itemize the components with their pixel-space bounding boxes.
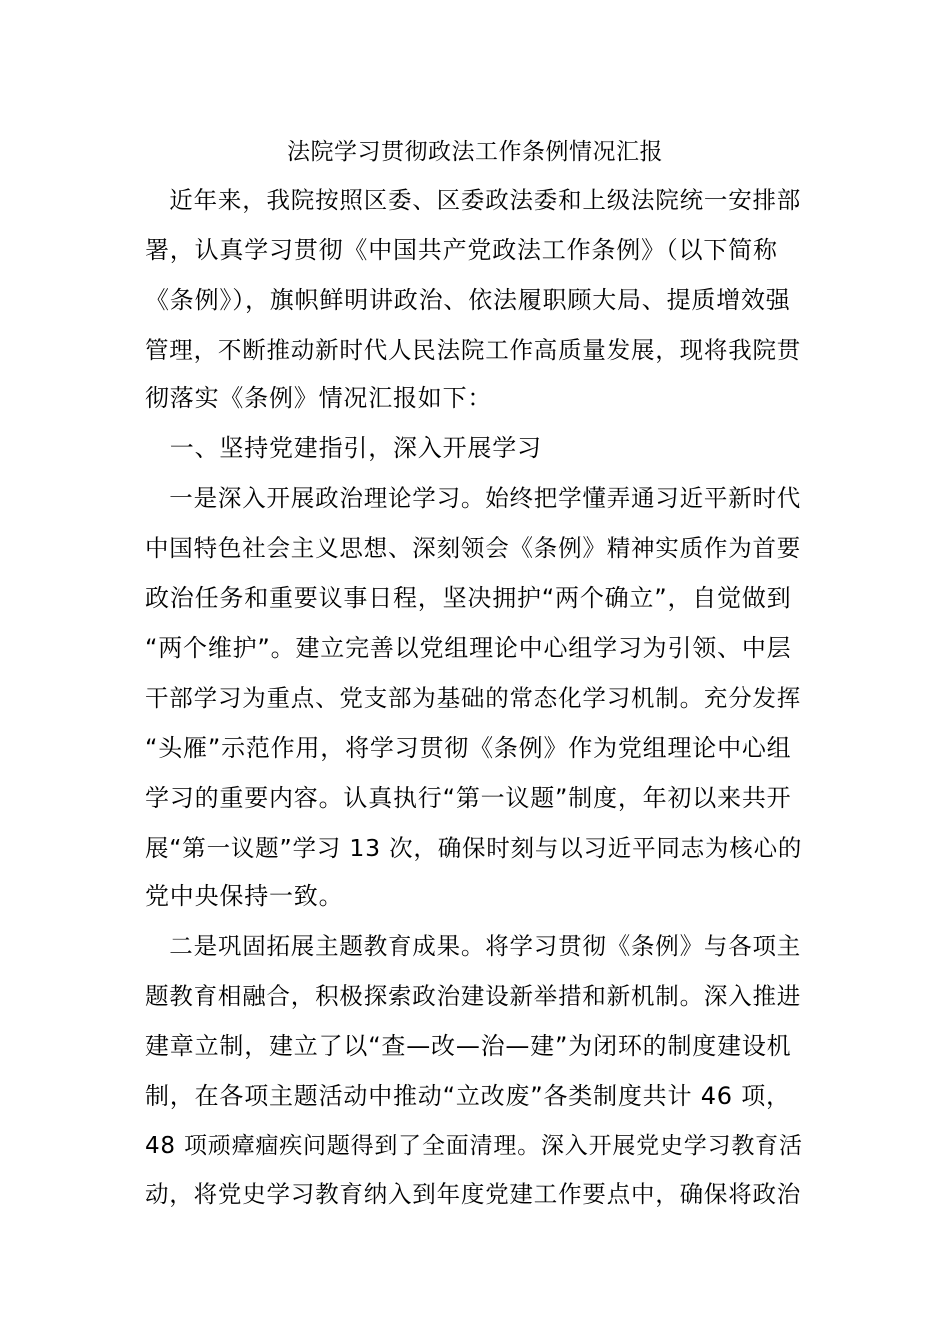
body-line: 一是深入开展政治理论学习。始终把学懂弄通习近平新时代 — [145, 484, 802, 512]
body-line: 干部学习为重点、党支部为基础的常态化学习机制。充分发挥 — [145, 684, 802, 712]
document-title: 法院学习贯彻政法工作条例情况汇报 — [287, 139, 663, 165]
body-line: 近年来，我院按照区委、区委政法委和上级法院统一安排部 — [145, 186, 802, 214]
body-line: 制，在各项主题活动中推动“立改废”各类制度共计 46 项， — [145, 1082, 791, 1110]
body-line: 《条例》），旗帜鲜明讲政治、依法履职顾大局、提质增效强 — [145, 286, 791, 314]
body-line: “头雁”示范作用，将学习贯彻《条例》作为党组理论中心组 — [145, 734, 792, 762]
body-line: 管理，不断推动新时代人民法院工作高质量发展，现将我院贯 — [145, 336, 802, 364]
body-line: 展“第一议题”学习 13 次，确保时刻与以习近平同志为核心的 — [145, 834, 803, 862]
body-line: 建章立制，建立了以“查—改—治—建”为闭环的制度建设机 — [145, 1032, 792, 1060]
body-line: 二是巩固拓展主题教育成果。将学习贯彻《条例》与各项主 — [145, 932, 802, 960]
body-line: 48 项顽瘴痼疾问题得到了全面清理。深入开展党史学习教育活 — [145, 1133, 803, 1159]
body-line: 党中央保持一致。 — [145, 882, 344, 910]
body-line: 题教育相融合，积极探索政治建设新举措和新机制。深入推进 — [145, 982, 802, 1010]
body-line: 一、坚持党建指引，深入开展学习 — [145, 434, 542, 462]
body-line: 学习的重要内容。认真执行“第一议题”制度，年初以来共开 — [145, 784, 792, 812]
body-line: “两个维护”。建立完善以党组理论中心组学习为引领、中层 — [145, 634, 792, 662]
body-line: 动，将党史学习教育纳入到年度党建工作要点中，确保将政治 — [145, 1180, 802, 1208]
body-line: 中国特色社会主义思想、深刻领会《条例》精神实质作为首要 — [145, 534, 802, 562]
body-line: 署，认真学习贯彻《中国共产党政法工作条例》（以下简称 — [145, 236, 778, 264]
body-line: 彻落实《条例》情况汇报如下： — [145, 384, 493, 412]
body-line: 政治任务和重要议事日程，坚决拥护“两个确立”，自觉做到 — [145, 584, 792, 612]
